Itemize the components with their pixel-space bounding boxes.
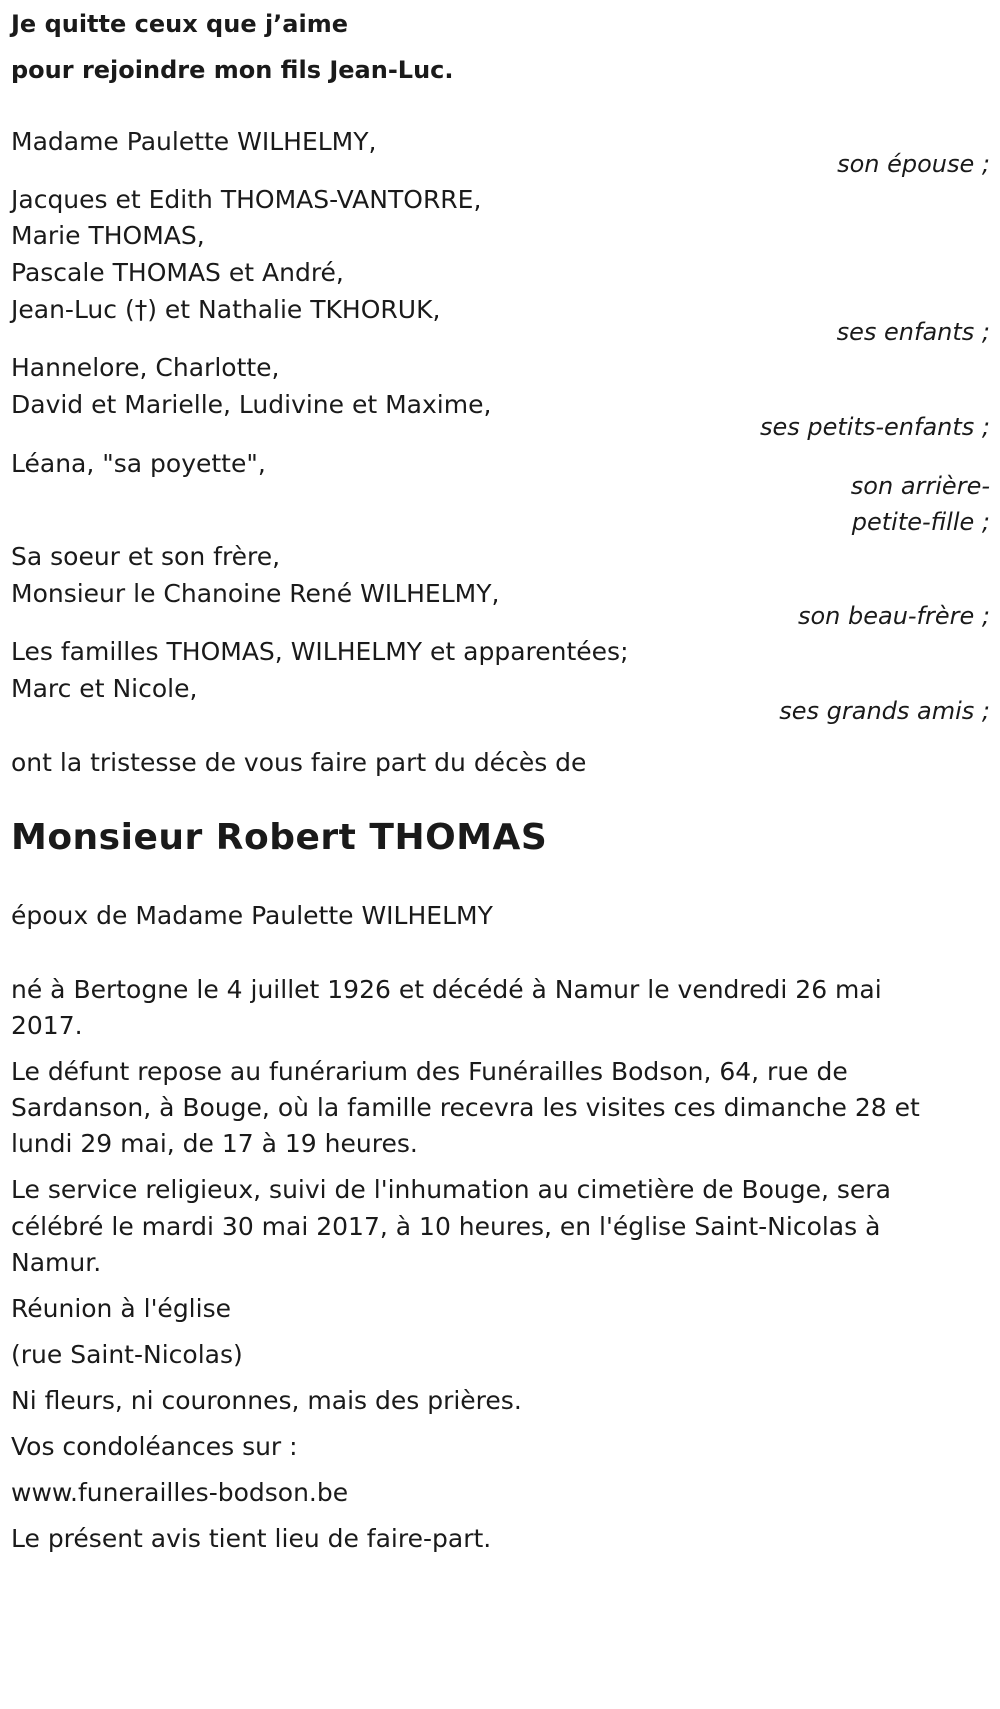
others-role: ses grands amis ; bbox=[779, 697, 990, 725]
great-granddaughter-role-2: petite-fille ; bbox=[851, 508, 990, 536]
closing-line-4: Vos condoléances sur : bbox=[11, 1432, 298, 1461]
service-info-line-2: célébré le mardi 30 mai 2017, à 10 heures, en l'église Saint-Nicolas à bbox=[11, 1212, 881, 1241]
closing-line-3: Ni fleurs, ni couronnes, mais des prières. bbox=[11, 1386, 522, 1415]
child-line-4: Jean-Luc (†) et Nathalie TKHORUK, bbox=[11, 295, 441, 324]
sibling-line-2: Monsieur le Chanoine René WILHELMY, bbox=[11, 579, 500, 608]
grandchildren-role: ses petits-enfants ; bbox=[759, 413, 990, 441]
rest-info-line-3: lundi 29 mai, de 17 à 19 heures. bbox=[11, 1129, 418, 1158]
children-role: ses enfants ; bbox=[836, 318, 990, 346]
grandchild-line-2: David et Marielle, Ludivine et Maxime, bbox=[11, 390, 492, 419]
closing-line-1: Réunion à l'église bbox=[11, 1294, 231, 1323]
spouse-role: son épouse ; bbox=[837, 150, 990, 178]
great-granddaughter-role-1: son arrière- bbox=[850, 472, 990, 500]
closing-line-2: (rue Saint-Nicolas) bbox=[11, 1340, 243, 1369]
others-line-2: Marc et Nicole, bbox=[11, 674, 198, 703]
service-info-line-3: Namur. bbox=[11, 1248, 102, 1277]
deceased-name: Monsieur Robert THOMAS bbox=[11, 817, 548, 858]
sibling-line-1: Sa soeur et son frère, bbox=[11, 542, 281, 571]
child-line-2: Marie THOMAS, bbox=[11, 221, 205, 250]
announcement: ont la tristesse de vous faire part du décès de bbox=[11, 748, 587, 777]
rest-info-line-1: Le défunt repose au funérarium des Funérailles Bodson, 64, rue de bbox=[11, 1057, 848, 1086]
others-line-1: Les familles THOMAS, WILHELMY et apparentées; bbox=[11, 637, 629, 666]
epigraph-line-2: pour rejoindre mon fils Jean-Luc. bbox=[11, 56, 454, 84]
condolences-link[interactable]: www.funerailles-bodson.be bbox=[11, 1478, 349, 1507]
grandchild-line-1: Hannelore, Charlotte, bbox=[11, 353, 280, 382]
siblings-role: son beau-frère ; bbox=[797, 602, 990, 630]
epigraph-line-1: Je quitte ceux que j’aime bbox=[11, 10, 349, 38]
closing-line-6: Le présent avis tient lieu de faire-part. bbox=[11, 1524, 492, 1553]
great-granddaughter: Léana, "sa poyette", bbox=[11, 449, 266, 478]
child-line-3: Pascale THOMAS et André, bbox=[11, 258, 344, 287]
birth-death-line-2: 2017. bbox=[11, 1011, 83, 1040]
birth-death-line-1: né à Bertogne le 4 juillet 1926 et décédé à Namur le vendredi 26 mai bbox=[11, 975, 882, 1004]
service-info-line-1: Le service religieux, suivi de l'inhumation au cimetière de Bouge, sera bbox=[11, 1175, 891, 1204]
child-line-1: Jacques et Edith THOMAS-VANTORRE, bbox=[11, 185, 482, 214]
spouse-name: Madame Paulette WILHELMY, bbox=[11, 127, 377, 156]
rest-info-line-2: Sardanson, à Bouge, où la famille recevra les visites ces dimanche 28 et bbox=[11, 1093, 920, 1122]
spouse-line: époux de Madame Paulette WILHELMY bbox=[11, 901, 493, 930]
